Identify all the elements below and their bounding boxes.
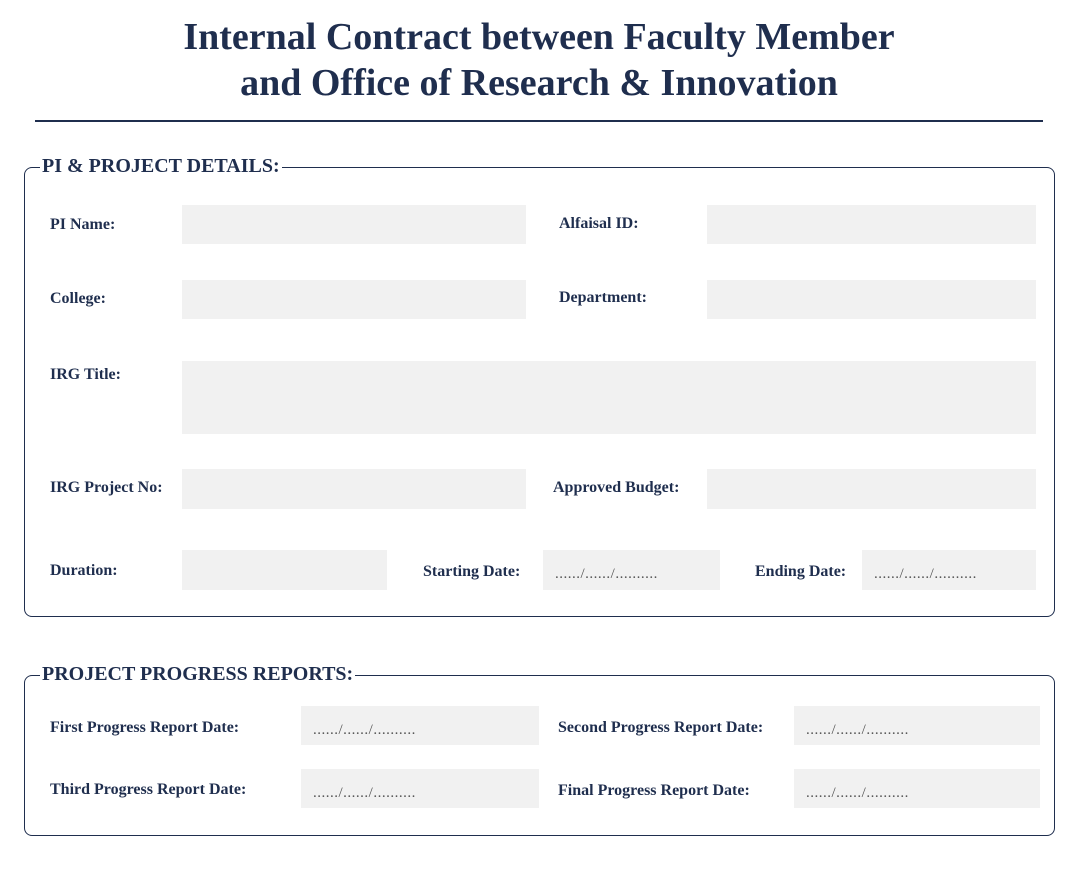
title-line-2: and Office of Research & Innovation: [240, 62, 838, 104]
duration-field[interactable]: [182, 550, 387, 590]
document-title: [0, 14, 1078, 106]
ending-date-label: Ending Date:: [755, 563, 847, 580]
duration-label: Duration:: [50, 562, 118, 579]
final-progress-report-label: Final Progress Report Date:: [558, 782, 750, 799]
irg-project-no-field[interactable]: [182, 469, 526, 509]
irg-project-no-label: IRG Project No:: [50, 479, 163, 496]
first-progress-report-label: First Progress Report Date:: [50, 719, 240, 736]
pi-name-field[interactable]: [182, 205, 526, 244]
progress-reports-heading: PROJECT PROGRESS REPORTS:: [42, 663, 354, 685]
progress-reports-section: [24, 675, 1055, 836]
starting-date-label: Starting Date:: [423, 563, 521, 580]
title-divider: [35, 120, 1043, 122]
alfaisal-id-label: Alfaisal ID:: [559, 215, 639, 232]
title-line-1: Internal Contract between Faculty Member: [183, 16, 895, 58]
department-label: Department:: [559, 289, 647, 306]
second-progress-report-label: Second Progress Report Date:: [558, 719, 764, 736]
college-field[interactable]: [182, 280, 526, 319]
irg-title-field[interactable]: [182, 361, 1036, 434]
alfaisal-id-field[interactable]: [707, 205, 1036, 244]
third-progress-report-date-field[interactable]: ....../....../..........: [301, 769, 539, 808]
irg-title-label: IRG Title:: [50, 366, 121, 383]
second-progress-report-date-field[interactable]: ....../....../..........: [794, 706, 1040, 745]
ending-date-field[interactable]: ....../....../..........: [862, 550, 1036, 590]
third-progress-report-label: Third Progress Report Date:: [50, 781, 247, 798]
pi-project-details-heading: PI & PROJECT DETAILS:: [42, 155, 280, 177]
pi-name-label: PI Name:: [50, 216, 116, 233]
first-progress-report-date-field[interactable]: ....../....../..........: [301, 706, 539, 745]
starting-date-field[interactable]: ....../....../..........: [543, 550, 720, 590]
approved-budget-label: Approved Budget:: [553, 479, 680, 496]
final-progress-report-date-field[interactable]: ....../....../..........: [794, 769, 1040, 808]
college-label: College:: [50, 290, 106, 307]
department-field[interactable]: [707, 280, 1036, 319]
approved-budget-field[interactable]: [707, 469, 1036, 509]
